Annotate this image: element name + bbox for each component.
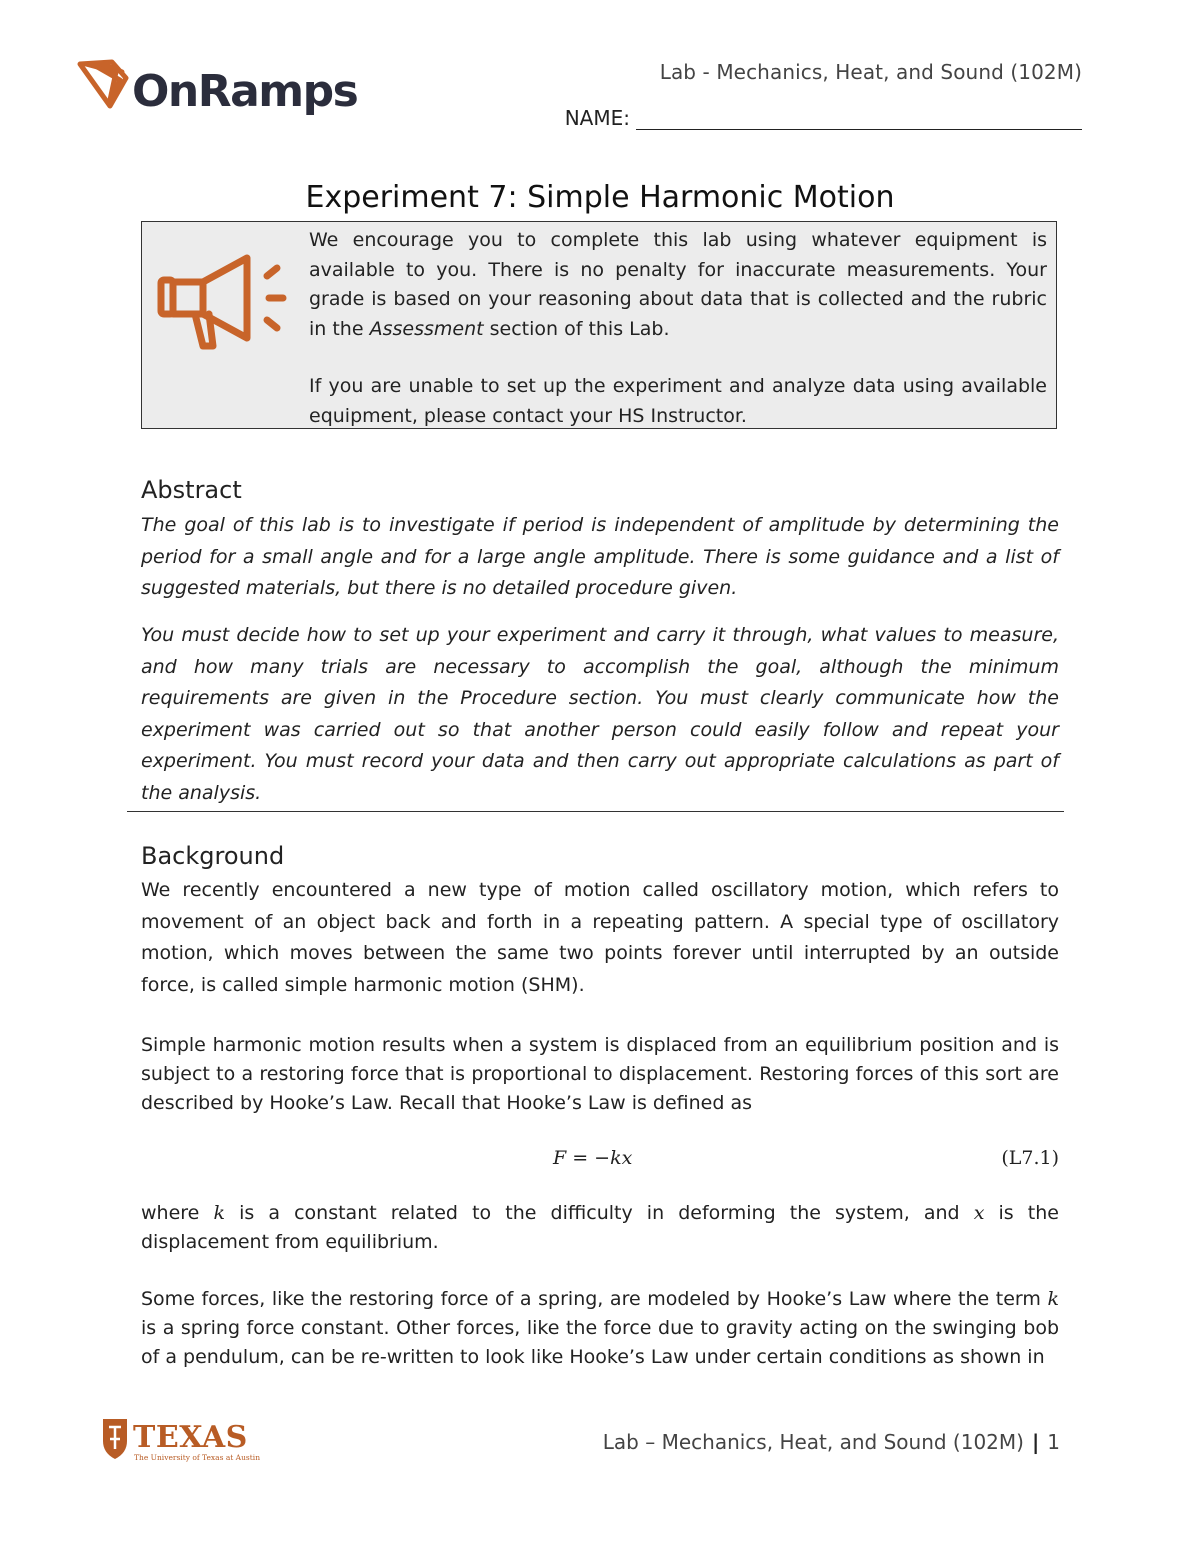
texas-shield-icon xyxy=(103,1419,127,1459)
megaphone-icon xyxy=(155,250,295,360)
equation-body: F = −kx xyxy=(553,1147,633,1169)
background-paragraph-2: Simple harmonic motion results when a system is displaced from an equilibrium position and is subject to a restoring force that is proportional to displacement. Restoring forces of this sort are described by Hooke’s Law. Recall that Hooke’s Law is defined as xyxy=(141,1034,1059,1114)
header-course-title: Lab - Mechanics, Heat, and Sound (102M) xyxy=(659,60,1082,84)
section-divider xyxy=(127,811,1064,812)
notice-paragraph-1 xyxy=(309,226,1047,344)
notice-emphasis: Assessment xyxy=(369,317,484,340)
name-blank-line xyxy=(636,107,1082,130)
equation-label: (L7.1) xyxy=(1001,1147,1059,1169)
paragraph-text: is a constant related to the difficulty in deforming the system, and xyxy=(224,1202,974,1224)
onramps-mark-icon xyxy=(80,62,126,106)
abstract-paragraph-2: You must decide how to set up your experiment and carry it through, what values to measure, and how many trials are necessary to accomplish the goal, although the minimum requirements are given in the Procedure section. You must clearly communicate how the experiment was carried out so that another person could easily follow and repeat your experiment. You must record your data and then carry out appropriate calculations as part of the analysis. xyxy=(141,624,1059,804)
footer-course-title: Lab – Mechanics, Heat, and Sound (102M) xyxy=(602,1430,1024,1454)
abstract-heading: Abstract xyxy=(141,476,242,504)
logo-wordmark: OnRamps xyxy=(132,66,358,117)
page-number: 1 xyxy=(1047,1430,1060,1454)
abstract-paragraph-1: The goal of this lab is to investigate if period is independent of amplitude by determining the period for a small angle and for a large angle amplitude. There is some guidance and a list of suggested materials, but there is no detailed procedure given. xyxy=(141,514,1059,599)
paragraph-text: where xyxy=(141,1202,214,1224)
equation-l7-1 xyxy=(141,1147,1059,1175)
notice-paragraph-2: If you are unable to set up the experiment and analyze data using available equipment, please contact your HS Instructor. xyxy=(309,375,1047,427)
name-field xyxy=(565,106,1082,130)
background-heading: Background xyxy=(141,842,285,870)
notice-text: section of this Lab. xyxy=(483,317,670,340)
texas-subtext: The University of Texas at Austin xyxy=(134,1453,260,1462)
onramps-logo xyxy=(76,50,366,120)
variable-k: k xyxy=(1047,1288,1059,1310)
name-label: NAME: xyxy=(564,106,630,130)
paragraph-text: is a spring force constant. Other forces, like the force due to gravity acting on the swinging bob of a pendulum, can be re-written to look like Hooke’s Law under certain conditions as shown in xyxy=(141,1317,1059,1368)
variable-x: x xyxy=(973,1202,985,1224)
background-paragraph-4 xyxy=(141,1285,1059,1372)
background-paragraph-1: We recently encountered a new type of motion called oscillatory motion, which refers to movement of an object back and forth in a repeating pattern. A special type of oscillatory motion, which moves between the same two points forever until interrupted by an outside force, is called simple harmonic motion (SHM). xyxy=(141,879,1059,996)
footer-course-info xyxy=(603,1430,1060,1454)
notice-text: We encourage you to complete this lab using whatever equipment is available to you. There is no penalty for inaccurate measurements. Your grade is based on your reasoning about data that is collected and the rubric in the xyxy=(309,229,1047,340)
texas-logo xyxy=(100,1413,260,1465)
paragraph-text: Some forces, like the restoring force of a spring, are modeled by Hooke’s Law where the term xyxy=(141,1288,1048,1310)
background-paragraph-3 xyxy=(141,1199,1059,1257)
variable-k: k xyxy=(213,1202,225,1224)
document-title: Experiment 7: Simple Harmonic Motion xyxy=(305,180,895,215)
texas-wordmark: TEXAS xyxy=(133,1420,248,1455)
footer-separator: | xyxy=(1031,1430,1040,1454)
paragraph-text: is the displacement from equilibrium. xyxy=(141,1202,1059,1253)
